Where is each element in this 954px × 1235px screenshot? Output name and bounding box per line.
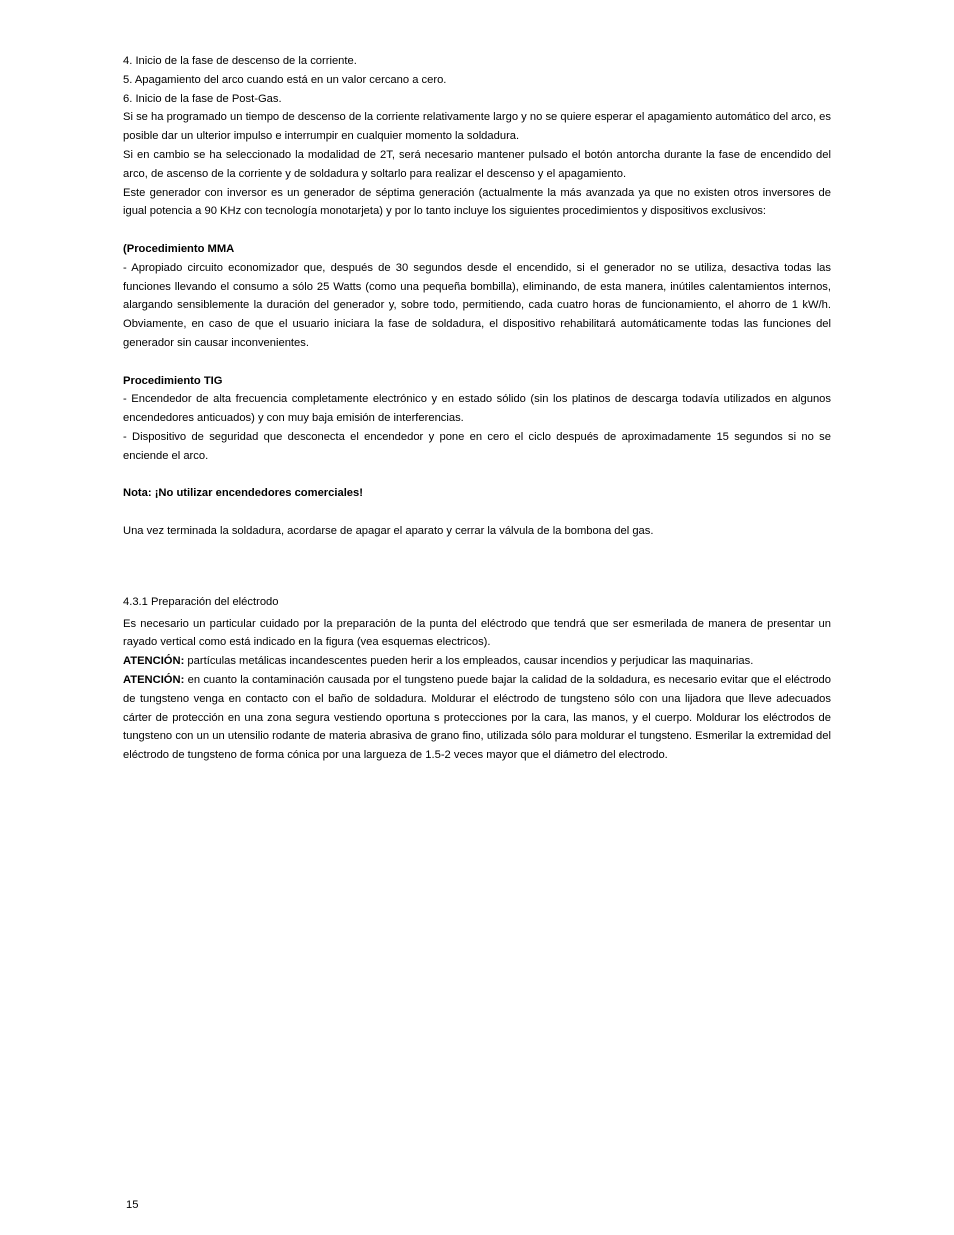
mma-heading: (Procedimiento MMA: [123, 242, 235, 255]
document-body: [123, 52, 831, 765]
spacer: [123, 466, 831, 485]
warning-2: [123, 671, 831, 765]
paragraph-2t-mode: Si en cambio se ha seleccionado la modalidad de 2T, será necesario mantener pulsado el botón antorcha durante la fase de encendido del arco, de ascenso de la corriente y de soldadura y soltarlo para realizar el descenso y el apagamiento.: [123, 148, 831, 180]
tig-item-2: - Dispositivo de seguridad que desconecta el encendedor y pone en cero el ciclo después de aproximadamente 15 segundos si no se enciende el arco.: [123, 430, 831, 462]
closing-text: Una vez terminada la soldadura, acordarse de apagar el aparato y cerrar la válvula de la bombona del gas.: [123, 524, 654, 537]
spacer: [123, 503, 831, 522]
spacer: [123, 541, 831, 593]
spacer: [123, 353, 831, 372]
section-intro: Es necesario un particular cuidado por la preparación de la punta del eléctrodo que tendrá que ser esmerilada de manera de presentar un rayado vertical como está indicado en la figura (vea esquemas electricos).: [123, 617, 831, 649]
tig-heading: Procedimiento TIG: [123, 374, 223, 387]
paragraph-inverter-generation: Este generador con inversor es un generador de séptima generación (actualmente la más avanzada ya que no existen otros inversores de igual potencia a 90 KHz con tecnología monotarjeta) y por lo tanto incluye los siguientes procedimientos y dispositivos exclusivos:: [123, 186, 831, 218]
note-text: Nota: ¡No utilizar encendedores comerciales!: [123, 487, 363, 500]
spacer: [123, 221, 831, 240]
mma-text: - Apropiado circuito economizador que, después de 30 segundos desde el encendido, si el generador no se utiliza, desactiva todas las funciones llevando el consumo a sólo 25 Watts (como una pequeña bombilla), eliminando, de esta manera, inútiles calentamientos internos, alargando sensiblemente la duración del generador y, sobre todo, permitiendo, cada cuatro horas de funcionamiento, el ahorro de 1 kW/h. Obviamente, en caso de que el usuario iniciara la fase de soldadura, el dispositivo rehabilitará automáticamente todas las funciones del generador sin causar inconvenientes.: [123, 261, 831, 349]
warning-1: [123, 652, 831, 671]
sequence-item-4: 4. Inicio de la fase de descenso de la corriente.: [123, 55, 357, 67]
page-number: 15: [126, 1199, 139, 1211]
warning-1-text: partículas metálicas incandescentes pueden herir a los empleados, causar incendios y perjudicar las maquinarias.: [184, 655, 754, 668]
warning-2-label: ATENCIÓN:: [123, 673, 185, 686]
sequence-item-5: 5. Apagamiento del arco cuando está en un valor cercano a cero.: [123, 73, 447, 86]
paragraph-current-descent: Si se ha programado un tiempo de descenso de la corriente relativamente largo y no se quiere esperar el apagamiento automático del arco, es posible dar un ulterior impulso e interrumpir en cualquier momento la soldadura.: [123, 111, 831, 143]
warning-1-label: ATENCIÓN:: [123, 655, 185, 668]
section-heading: 4.3.1 Preparación del eléctrodo: [123, 595, 279, 608]
warning-2-text: en cuanto la contaminación causada por el tungsteno puede bajar la calidad de la soldadura, es necesario evitar que el eléctrodo de tungsteno venga en contacto con el baño de soldadura. Moldurar el eléctrodo de tungsteno sólo con una lijadora que lleve adecuados cárter de protección en una zona segura vestiendo oportuna s protecciones por la cara, las manos, y el cuerpo. Moldurar los eléctrodos de tungsteno con un un utensilio rodante de materia abrasiva de grano fino, utilizada sólo para moldurar el tungsteno. Esmerilar la extremidad del eléctrodo de tungsteno de forma cónica por una largueza de 1.5-2 veces mayor que el diámetro del electrodo.: [123, 673, 831, 762]
tig-item-1: - Encendedor de alta frecuencia completamente electrónico y en estado sólido (sin los platinos de descarga todavía utilizados en algunos encendedores anticuados) y con muy baja emisión de interferencias.: [123, 393, 831, 425]
sequence-item-6: 6. Inicio de la fase de Post-Gas.: [123, 92, 282, 105]
